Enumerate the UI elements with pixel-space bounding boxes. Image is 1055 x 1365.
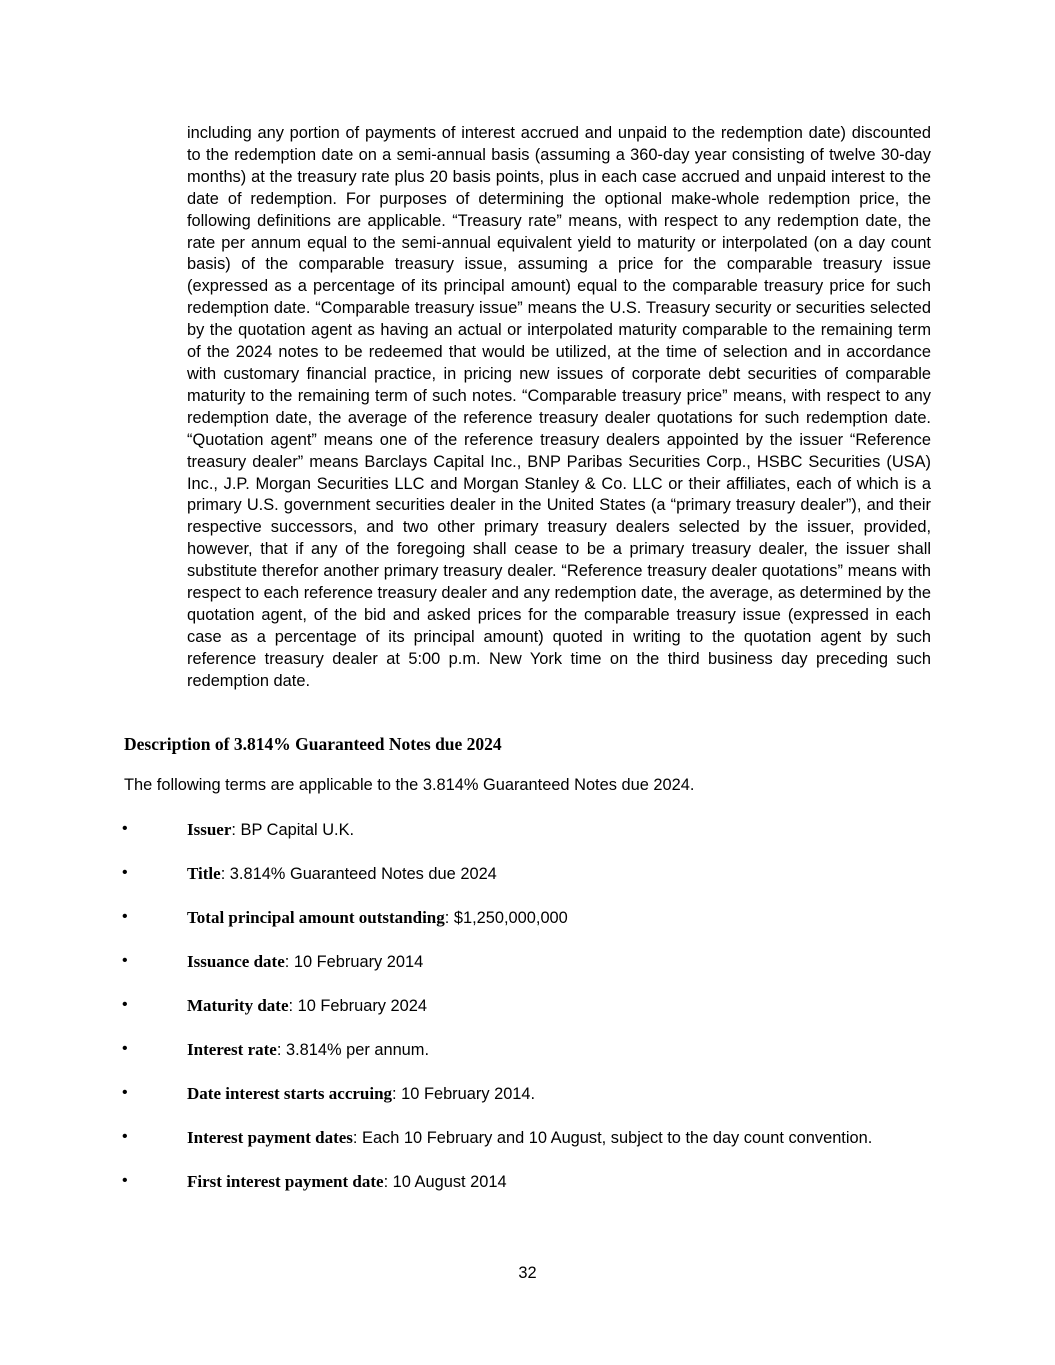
term-label: First interest payment date (187, 1172, 384, 1191)
bullet-icon: • (122, 1040, 128, 1057)
list-item-payment-dates (0, 1128, 1055, 1152)
list-item-first-payment-date (0, 1172, 1055, 1196)
term-value: : 3.814% per annum. (276, 1041, 430, 1059)
section-heading: Description of 3.814% Guaranteed Notes due 2024 (124, 734, 502, 754)
term-value: : 10 August 2014 (383, 1173, 507, 1191)
bullet-icon: • (122, 1084, 128, 1101)
bullet-icon: • (122, 908, 128, 925)
page-number: 32 (518, 1264, 537, 1282)
term-value: : 10 February 2014 (284, 953, 424, 971)
list-item-accrual-start (0, 1084, 1055, 1108)
term-label: Title (187, 864, 221, 883)
section-intro-text: The following terms are applicable to the 3.814% Guaranteed Notes due 2024. (124, 776, 695, 794)
list-item-interest-rate (0, 1040, 1055, 1064)
term-label: Total principal amount outstanding (187, 908, 445, 927)
list-item-issuer (0, 820, 1055, 844)
term-label: Interest rate (187, 1040, 277, 1059)
bullet-icon: • (122, 1172, 128, 1189)
bullet-icon: • (122, 952, 128, 969)
term-value: : 10 February 2024 (288, 997, 428, 1015)
bullet-icon: • (122, 1128, 128, 1145)
bullet-icon: • (122, 864, 128, 881)
term-label: Issuance date (187, 952, 285, 971)
term-label: Date interest starts accruing (187, 1084, 393, 1103)
redemption-definitions-paragraph: including any portion of payments of interest accrued and unpaid to the redemption date) discounted to the redemption date on a semi-annual basis (assuming a 360-day year consisting of twelve 30-day months) at the treasury rate plus 20 basis points, plus in each case accrued and unpaid interest to the date of redemption. For purposes of determining the optional make-whole redemption price, the following definitions are applicable. “Treasury rate” means, with respect to any redemption date, the rate per annum equal to the semi-annual equivalent yield to maturity or interpolated (on a day count basis) of the comparable treasury issue, assuming a price for the comparable treasury issue (expressed as a percentage of its principal amount) equal to the comparable treasury price for such redemption date. “Comparable treasury issue” means the U.S. Treasury security or securities selected by the quotation agent as having an actual or interpolated maturity comparable to the remaining term of the 2024 notes to be redeemed that would be utilized, at the time of selection and in accordance with customary financial practice, in pricing new issues of corporate debt securities of comparable maturity to the remaining term of such notes. “Comparable treasury price” means, with respect to any redemption date, the average of the reference treasury dealer quotations for such redemption date. “Quotation agent” means one of the reference treasury dealers appointed by the issuer “Reference treasury dealer” means Barclays Capital Inc., BNP Paribas Securities Corp., HSBC Securities (USA) Inc., J.P. Morgan Securities LLC and Morgan Stanley & Co. LLC or their affiliates, each of which is a primary U.S. government securities dealer in the United States (a “primary treasury dealer”), and their respective successors, and two other primary treasury dealers selected by the issuer, provided, however, that if any of the foregoing shall cease to be a primary treasury dealer, the issuer shall substitute therefor another primary treasury dealer. “Reference treasury dealer quotations” means with respect to each reference treasury dealer and any redemption date, the average, as determined by the quotation agent, of the bid and asked prices for the comparable treasury issue (expressed in each case as a percentage of its principal amount) quoted in writing to the quotation agent by such reference treasury dealer at 5:00 p.m. New York time on the third business day preceding such redemption date. (187, 124, 931, 690)
list-item-principal-amount (0, 908, 1055, 932)
term-value: : 3.814% Guaranteed Notes due 2024 (220, 865, 497, 883)
term-label: Interest payment dates (187, 1128, 353, 1147)
term-value: : 10 February 2014. (392, 1085, 536, 1103)
bullet-icon: • (122, 996, 128, 1013)
term-label: Issuer (187, 820, 232, 839)
bullet-icon: • (122, 820, 128, 837)
term-value: : Each 10 February and 10 August, subject to the day count convention. (352, 1129, 873, 1147)
term-label: Maturity date (187, 996, 289, 1015)
list-item-issuance-date (0, 952, 1055, 976)
list-item-maturity-date (0, 996, 1055, 1020)
term-value: : BP Capital U.K. (231, 821, 355, 839)
list-item-title (0, 864, 1055, 888)
term-value: : $1,250,000,000 (444, 909, 568, 927)
